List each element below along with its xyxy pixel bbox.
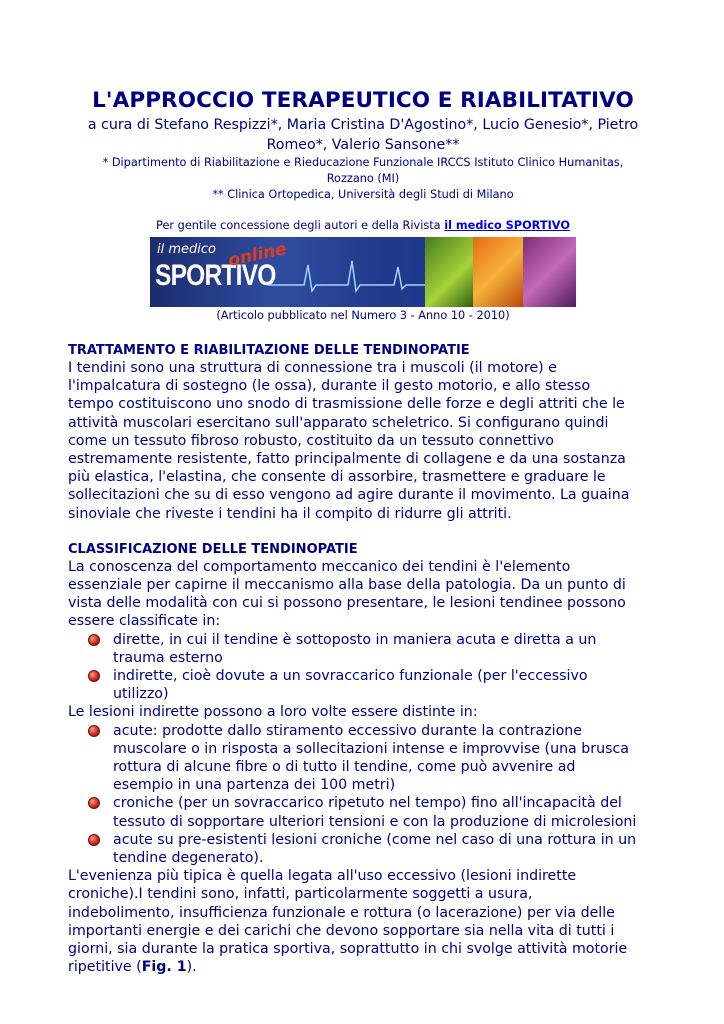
text-line: l'impalcatura di sostegno (le ossa), durante il gesto motorio, e allo stesso: [68, 378, 591, 395]
affiliation-1: [68, 155, 658, 187]
text-line: La conoscenza del comportamento meccanico dei tendini è l'elemento: [68, 558, 571, 575]
text-line: tempo costituiscono uno snodo di trasmissione delle forze e degli attriti che le: [68, 396, 625, 413]
text-line: trauma esterno: [113, 649, 223, 666]
banner-photo-3: [523, 237, 576, 307]
text-line: utilizzo): [113, 686, 169, 703]
list-item: [87, 794, 658, 830]
text-line: attività muscolari esercitano sull'apparato scheletrico. Si configurano quindi: [68, 414, 609, 431]
text-line: acute: prodotte dallo stiramento eccessivo durante la contrazione: [113, 722, 582, 739]
text-line: vista delle modalità con cui si possono presentare, le lesioni tendinee possono: [68, 595, 626, 612]
text-line: estremamente resistente, fatto principalmente di collagene e da una sostanza: [68, 451, 626, 468]
text-line: più elastica, l'elastina, che consente di assorbire, trasmettere e graduare le: [68, 469, 606, 486]
text-line: rottura di alcune fibre o di tutto il tendine, come può avvenire ad: [113, 759, 576, 776]
text-line: essenziale per capirne il meccanismo alla base della patologia. Da un punto di: [68, 577, 626, 594]
bullet-icon: [88, 834, 100, 846]
text-line: essere classificate in:: [68, 613, 221, 630]
text-line: ).: [186, 959, 197, 976]
banner-photo-2: [473, 237, 523, 307]
text-line: croniche).I tendini sono, infatti, particolarmente soggetti a usura,: [68, 886, 533, 903]
text-line: indebolimento, insufficienza funzionale e rottura (o lacerazione) per via delle: [68, 904, 615, 921]
bullet-icon: [88, 797, 100, 809]
affiliation-line: Rozzano (MI): [326, 172, 400, 185]
list-item: [87, 722, 658, 795]
credit-text: Per gentile concessione degli autori e della Rivista: [156, 219, 441, 232]
list-item: [87, 667, 658, 703]
banner-photo-1: [425, 237, 473, 307]
authors-line: Romeo*, Valerio Sansone**: [266, 137, 460, 153]
section-heading-classification: CLASSIFICAZIONE DELLE TENDINOPATIE: [68, 541, 358, 557]
bullet-list-lesion-types: [68, 631, 658, 704]
text-line: I tendini sono una struttura di connessione tra i muscoli (il motore) e: [68, 360, 557, 376]
text-line: tendine degenerato).: [113, 850, 264, 867]
text-line: dirette, in cui il tendine è sottoposto in maniera acuta e diretta a un: [113, 631, 597, 648]
list-item: [87, 831, 658, 867]
bullet-icon: [88, 670, 100, 682]
list-item: [87, 631, 658, 667]
affiliation-line: * Dipartimento di Riabilitazione e Rieducazione Funzionale IRCCS Istituto Clinico Humanitas,: [102, 156, 624, 169]
ecg-line-icon: [268, 255, 428, 295]
authors-line: a cura di Stefano Respizzi*, Maria Cristina D'Agostino*, Lucio Genesio*, Pietro: [87, 117, 639, 133]
banner-logo-main: SPORTIVO: [155, 259, 276, 292]
text-line: importanti energie e dei carichi che devono sopportare sia nella vita di tutti i: [68, 922, 615, 939]
section-paragraph: [68, 558, 658, 631]
section-paragraph: Le lesioni indirette possono a loro volte essere distinte in:: [68, 704, 478, 721]
text-line: sinoviale che riveste i tendini ha il compito di ridurre gli attriti.: [68, 505, 512, 522]
text-line: ripetitive (: [68, 959, 142, 976]
text-line: sollecitazioni che su di esso vengono ad agire durante il movimento. La guaina: [68, 487, 630, 504]
section-heading-treatment: TRATTAMENTO E RIABILITAZIONE DELLE TENDINOPATIE: [68, 343, 470, 358]
bullet-icon: [88, 634, 100, 646]
text-line: esempio in una partenza dei 100 metri): [113, 777, 396, 794]
text-line: acute su pre-esistenti lesioni croniche (come nel caso di una rottura in un: [113, 831, 637, 848]
article: [68, 88, 658, 977]
journal-banner[interactable]: [150, 237, 576, 307]
banner-logo-top: il medico: [157, 242, 216, 257]
figure-reference-link[interactable]: Fig. 1: [141, 959, 187, 976]
text-line: giorni, sia durante la pratica sportiva, soprattutto in chi svolge attività motorie: [68, 941, 628, 958]
text-line: muscolare o in risposta a sollecitazioni intense e improvvise (una brusca: [113, 740, 629, 757]
bullet-icon: [88, 725, 100, 737]
text-line: croniche (per un sovraccarico ripetuto nel tempo) fino all'incapacità del: [113, 795, 622, 812]
bullet-list-indirect-lesions: [68, 722, 658, 868]
publication-note: (Articolo pubblicato nel Numero 3 - Anno 10 - 2010): [216, 309, 510, 322]
text-line: indirette, cioè dovute a un sovraccarico funzionale (per l'eccessivo: [113, 668, 588, 685]
credit-line: [68, 218, 658, 234]
section-paragraph: [68, 867, 658, 976]
authors: [68, 115, 658, 155]
section-paragraph: [68, 359, 658, 523]
affiliation-2: ** Clinica Ortopedica, Università degli Studi di Milano: [212, 188, 514, 201]
text-line: tessuto di sopportare ulteriori tensioni e con la produzione di microlesioni: [113, 813, 637, 830]
text-line: L'evenienza più tipica è quella legata all'uso eccessivo (lesioni indirette: [68, 868, 577, 885]
journal-link[interactable]: il medico SPORTIVO: [444, 219, 570, 232]
page-title: L'APPROCCIO TERAPEUTICO E RIABILITATIVO: [92, 88, 634, 113]
text-line: come un tessuto fibroso robusto, costituito da un tessuto connettivo: [68, 432, 554, 449]
banner-logo-online: online: [226, 239, 289, 271]
